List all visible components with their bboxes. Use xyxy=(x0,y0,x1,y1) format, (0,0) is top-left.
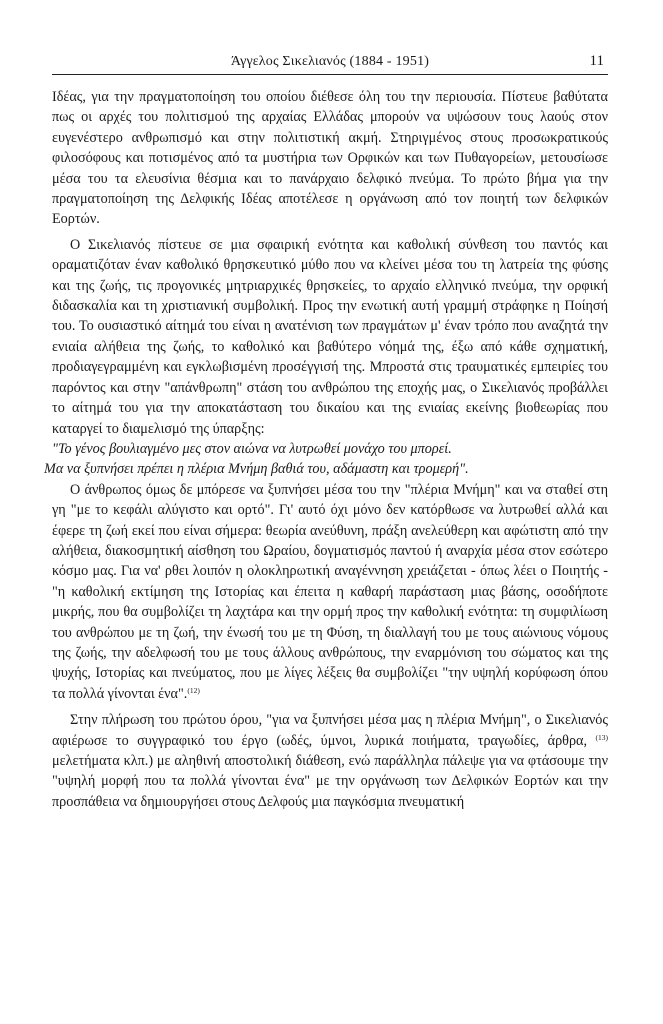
paragraph-1: Ιδέας, για την πραγματοποίηση του οποίου διέθεσε όλη του την περιουσία. Πίστευε βαθύτατα πως οι αρχές του πολιτισμού της αρχαίας Ελλάδας μπορούν να υψώσουν τους λαούς στον ευγενέστερο ανθρωπισμό και στην πολιτιστική ακμή. Στηριγμένος στους προσωκρατικούς φιλοσόφους και ποτισμένος από τα μυστήρια των Ορφικών και των Πυθαγορείων, μετουσίωσε μέσα του τα ελευσίνια θέσμια και το πανάρχαιο δελφικό πνεύμα. Το πρώτο βήμα για την πραγματοποίηση της Δελφικής Ιδέας αποτέλεσε η οργάνωση από τον ποιητή των δελφικών Εορτών. xyxy=(52,89,608,228)
paragraph-4 xyxy=(52,710,608,812)
body-text xyxy=(44,87,608,812)
footnote-ref-12: (12) xyxy=(187,685,200,695)
paragraph-4-text-b: μελετήματα κλπ.) με αληθινή αποστολική διάθεση, ενώ παράλληλα πάλεψε για να φτάσουμε την "υψηλή μορφή που τα πολλά γίνονται ένα" με την οργάνωση των Δελφικών Εορτών και την προσπάθεια να δημιουργήσει στους Δελφούς μια παγκόσμια πνευματική xyxy=(52,753,608,810)
paragraph-4-text-a: Στην πλήρωση του πρώτου όρου, "για να ξυπνήσει μέσα μας η πλέρια Μνήμη", ο Σικελιανός αφιέρωσε το συγγραφικό του έργο (ωδές, ύμνοι, λυρικά ποιήματα, τραγωδίες, άρθρα, xyxy=(52,712,608,749)
running-title: Άγγελος Σικελιανός (1884 - 1951) xyxy=(230,54,430,69)
page-header xyxy=(52,50,608,75)
verse-line-2: Μα να ξυπνήσει πρέπει η πλέρια Μνήμη βαθιά του, αδάμαστη και τρομερή". xyxy=(44,461,469,478)
footnote-ref-13: (13) xyxy=(595,732,608,742)
paragraph-3 xyxy=(52,480,608,704)
page-number: 11 xyxy=(589,53,604,69)
paragraph-2: Ο Σικελιανός πίστευε σε μια σφαιρική ενότητα και καθολική σύνθεση του παντός και οραματιζόταν έναν καθολικό θρησκευτικό μύθο που να κλείνει μέσα του τη λατρεία της φύσης και της ζωής, τις προγονικές μητριαρχικές θρησκείες, το αρχαίο ελληνικό πνεύμα, την ορφική διδασκαλία και τη χριστιανική συμβολική. Προς την ενωτική αυτή γραμμή στράφηκε η Ποίησή του. Το ουσιαστικό αίτημά του είναι η ανατένιση των πραγμάτων μ' έναν τρόπο που αναζητά την ενιαία αλήθεια της ζωής, το καθολικό και βαθύτερο νόημά της, έξω από κάθε σχηματική, προδιαγεγραμμένη και εγκλωβισμένη προσέγγισή της. Μπροστά στις τραυματικές εμπειρίες του παρόντος και στην "απάνθρωπη" στάση του ανθρώπου της εποχής μας, ο Σικελιανός προβάλλει το αίτημά του για την αποκατάσταση του δικαίου και της ενιαίας εκείνης βιοθεωρίας που καταργεί το διαμελισμό της ύπαρξης: xyxy=(52,236,608,437)
verse-line-1: "Το γένος βουλιαγμένο μες στον αιώνα να λυτρωθεί μονάχο του μπορεί. xyxy=(52,440,452,457)
paragraph-3-text: Ο άνθρωπος όμως δε μπόρεσε να ξυπνήσει μέσα του την "πλέρια Μνήμη" και να σταθεί στη γη "με το κεφάλι αλύγιστο και ορτό". Γι' αυτό όχι μόνο δεν κατόρθωσε να λυτρωθεί αλλά και έφερε τη ζωή εκεί που είναι σήμερα: θεωρία ανεύθυνη, πράξη ανελεύθερη και αφώτιστη από την αλήθεια, διακοσμητική αίσθηση του Ωραίου, δογματισμός παντού ή αναρχία μέσα στον εσώτερο κόσμο μας. Για να' ρθει λοιπόν η ολοκληρωτική αναγέννηση χρειάζεται - όπως λέει ο Ποιητής - "η καθολική εκτίμηση της Ιστορίας και έπειτα η καθαρή παράσταση μιας βάσης, οσοδήποτε μικρής, που θα συμβολίζει τη λαχτάρα και την ορμή προς την καθολική ενότητα: τη συμφιλίωση του ανθρώπου με τη ζωή, την ένωσή του με τη Φύση, τη διαλλαγή του με τους αιώνιους νόμους της ζωής, την αδελφωσή του με τους άλλους ανθρώπους, την εναρμόνιση του σώματος και της ψυχής, Ιστορίας και πνεύματος, που με λίγες λέξεις θα συμβολίζει "την υψηλή κορύφωση όπου τα πολλά γίνονται ένα". xyxy=(52,481,608,702)
